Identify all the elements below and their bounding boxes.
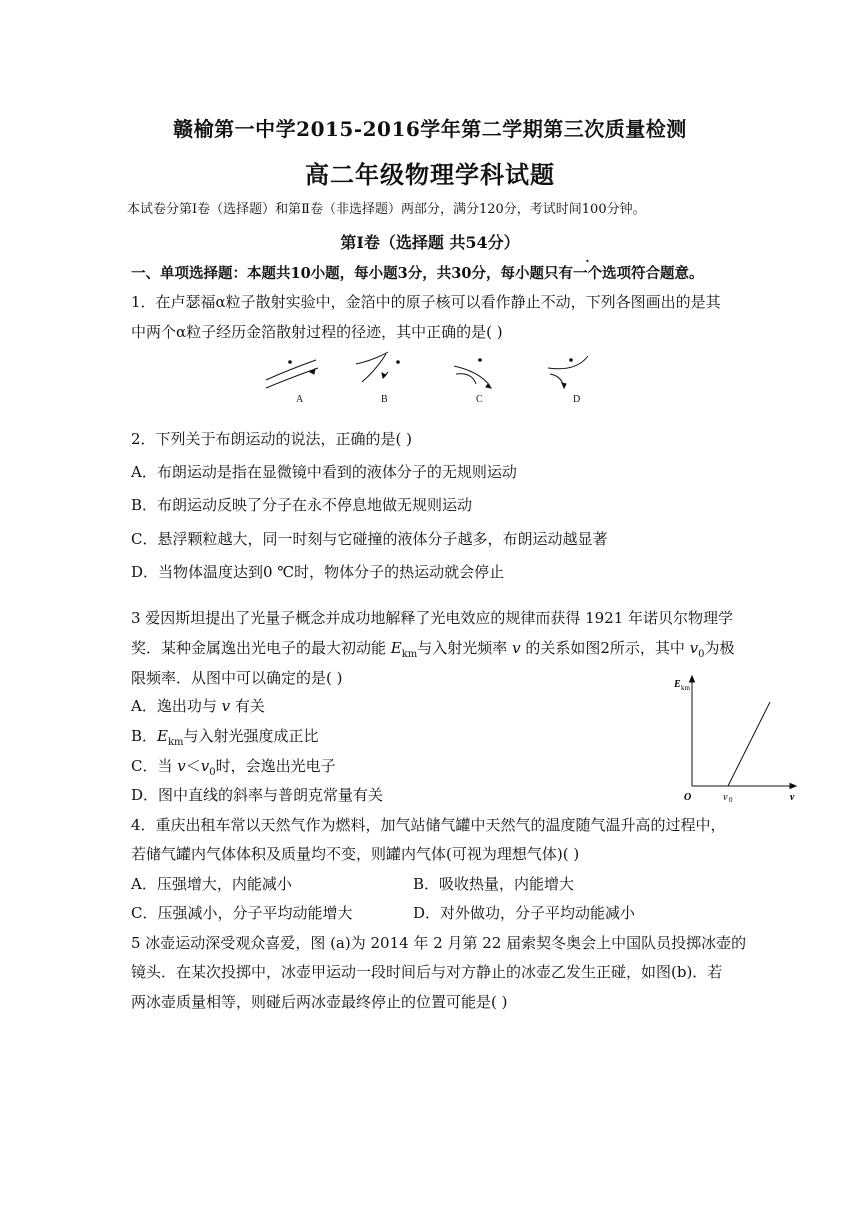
q3-symbol-v: v bbox=[512, 639, 521, 657]
q3-line2 bbox=[131, 637, 735, 660]
q3-text: 的关系如图2所示，其中 bbox=[520, 639, 690, 657]
q3-graph-x-label: v bbox=[790, 792, 795, 803]
q3-subscript-0: 0 bbox=[698, 649, 705, 660]
q3-graph-origin: O bbox=[684, 792, 692, 803]
q3-option-c-text: C．当 bbox=[131, 757, 178, 775]
q4-line1: 4．重庆出租车常以天然气作为燃料，加气站储气罐中天然气的温度随气温升高的过程中， bbox=[131, 816, 726, 834]
q3-text: 与入射光频率 bbox=[417, 639, 513, 657]
q3-graph-y-arrow bbox=[690, 676, 695, 682]
exam-subtitle: 高二年级物理学科试题 bbox=[305, 160, 555, 189]
q5-line3: 两冰壶质量相等，则碰后两冰壶最终停止的位置可能是( ) bbox=[131, 993, 508, 1011]
q3-option-b-text: 与入射光强度成正比 bbox=[183, 727, 319, 745]
q3-option-c-symbol: v bbox=[200, 757, 210, 775]
q2-option-d: D．当物体温度达到0 ℃时，物体分子的热运动就会停止 bbox=[131, 563, 505, 581]
q3-option-b bbox=[131, 725, 319, 748]
q3-option-a-symbol: v bbox=[221, 697, 231, 715]
q3-option-c-text: 时，会逸出光电子 bbox=[215, 757, 336, 775]
q2-option-c: C．悬浮颗粒越大，同一时刻与它碰撞的液体分子越多，布朗运动越显著 bbox=[131, 530, 608, 548]
q1-label-d: D bbox=[573, 394, 581, 405]
q2-option-a: A．布朗运动是指在显微镜中看到的液体分子的无规则运动 bbox=[131, 463, 517, 481]
exam-instructions: 本试卷分第Ⅰ卷（选择题）和第Ⅱ卷（非选择题）两部分，满分120分，考试时间100分钟。 bbox=[127, 202, 646, 217]
q1-figure-d bbox=[548, 356, 588, 388]
section-heading: 第Ⅰ卷（选择题 共54分） bbox=[340, 233, 520, 252]
q3-graph-x-arrow bbox=[790, 784, 796, 789]
q3-graph-y-sub: km bbox=[681, 684, 690, 692]
q3-ekm-graph bbox=[668, 672, 808, 808]
part1-heading-post: 选项符合题意。 bbox=[601, 265, 704, 282]
q3-text: 奖．某种金属逸出光电子的最大初动能 bbox=[131, 639, 391, 657]
q2-option-b: B．布朗运动反映了分子在永不停息地做无规则运动 bbox=[131, 496, 473, 514]
q1-label-a: A bbox=[296, 394, 304, 405]
part1-heading bbox=[131, 262, 703, 283]
q4-option-b: B．吸收热量，内能增大 bbox=[413, 875, 575, 893]
q3-option-a-text: A．逸出功与 bbox=[131, 697, 222, 715]
q1-figure-b bbox=[356, 352, 400, 382]
q3-option-a bbox=[131, 695, 265, 716]
q1-label-c: C bbox=[476, 394, 483, 405]
q2-stem: 2．下列关于布朗运动的说法，正确的是( ) bbox=[131, 430, 413, 448]
q4-option-d: D．对外做功，分子平均动能减小 bbox=[413, 904, 636, 922]
q3-subscript-km: km bbox=[401, 649, 418, 660]
q1-line1: 1．在卢瑟福α粒子散射实验中，金箔中的原子核可以看作静止不动，下列各图画出的是其 bbox=[131, 293, 721, 311]
q5-line2: 镜头．在某次投掷中，冰壶甲运动一段时间后与对方静止的冰壶乙发生正碰，如图(b)．若 bbox=[131, 963, 723, 981]
q5-line1: 5 冰壶运动深受观众喜爱，图 (a)为 2014 年 2 月第 22 届索契冬奥会上中国队员投掷冰壶的 bbox=[131, 934, 747, 952]
q3-option-b-subscript: km bbox=[167, 737, 184, 748]
q1-line2: 中两个α粒子经历金箔散射过程的径迹，其中正确的是( ) bbox=[131, 323, 503, 341]
q1-figure-c bbox=[454, 358, 491, 388]
q1-label-b: B bbox=[381, 394, 388, 405]
q3-option-c bbox=[131, 755, 336, 778]
q3-option-c-symbol: v bbox=[177, 757, 186, 775]
q3-text: 为极 bbox=[704, 639, 735, 657]
q3-option-b-text: B． bbox=[131, 727, 158, 745]
q3-graph-line bbox=[728, 702, 770, 786]
q4-line2: 若储气罐内气体体积及质量均不变，则罐内气体(可视为理想气体)( ) bbox=[131, 845, 580, 863]
q3-line3: 限频率．从图中可以确定的是( ) bbox=[131, 669, 343, 687]
q3-option-c-text: ＜ bbox=[185, 757, 201, 775]
q4-option-a: A．压强增大，内能减小 bbox=[131, 875, 292, 893]
part1-heading-emphasis: 一个 bbox=[572, 265, 602, 282]
part1-heading-pre: 一、单项选择题：本题共10小题，每小题3分，共30分，每小题只有 bbox=[131, 265, 573, 282]
q1-figure-a bbox=[266, 360, 318, 388]
q1-trajectory-figure bbox=[258, 348, 608, 410]
q3-graph-y-label: E bbox=[674, 679, 681, 690]
q3-option-b-symbol: E bbox=[157, 727, 168, 745]
q3-graph-x-tick-sub: 0 bbox=[729, 796, 733, 804]
q3-option-c-subscript: 0 bbox=[209, 767, 216, 778]
q3-option-a-text: 有关 bbox=[230, 697, 265, 715]
q3-line1: 3 爱因斯坦提出了光量子概念并成功地解释了光电效应的规律而获得 1921 年诺贝尔物理学 bbox=[131, 609, 734, 627]
q4-option-c: C．压强减小，分子平均动能增大 bbox=[131, 904, 353, 922]
q3-symbol-v0: v bbox=[689, 639, 699, 657]
exam-title: 赣榆第一中学2015-2016学年第二学期第三次质量检测 bbox=[173, 117, 687, 141]
q3-graph-x-tick: v bbox=[723, 792, 728, 803]
q3-option-d: D．图中直线的斜率与普朗克常量有关 bbox=[131, 786, 384, 804]
q3-symbol-e: E bbox=[390, 639, 402, 657]
